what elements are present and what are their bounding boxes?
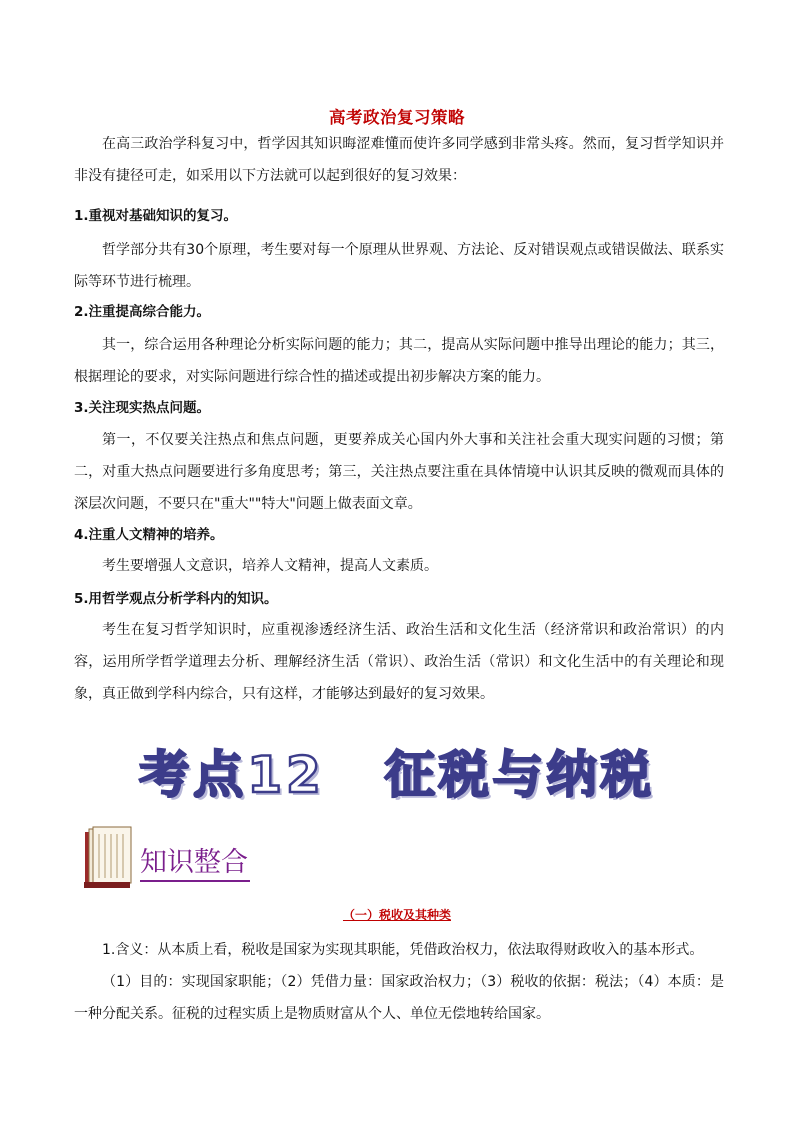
item-1-heading: 1.重视对基础知识的复习。	[74, 208, 238, 224]
topic-number: 考点12	[139, 746, 325, 804]
document-title: 高考政治复习策略	[329, 108, 465, 127]
item-1-body: 哲学部分共有30个原理，考生要对每一个原理从世界观、方法论、反对错误观点或错误做法、联系实际等环节进行梳理。	[74, 242, 724, 290]
subsection-title-text: （一）税收及其种类	[342, 908, 451, 922]
item-4-body: 考生要增强人文意识，培养人文精神，提高人文素质。	[102, 558, 438, 574]
intro-paragraph: 在高三政治学科复习中，哲学因其知识晦涩难懂而使许多同学感到非常头疼。然而，复习哲学知识并非没有捷径可走，如采用以下方法就可以起到很好的复习效果：	[74, 136, 724, 184]
item-3-heading: 3.关注现实热点问题。	[74, 400, 211, 416]
item-5-heading: 5.用哲学观点分析学科内的知识。	[74, 591, 278, 607]
item-4-heading: 4.注重人文精神的培养。	[74, 527, 224, 543]
item-2-body: 其一，综合运用各种理论分析实际问题的能力；其二，提高从实际问题中推导出理论的能力；其三，根据理论的要求，对实际问题进行综合性的描述或提出初步解决方案的能力。	[74, 337, 724, 385]
content-paragraph-1: 1.含义：从本质上看，税收是国家为实现其职能，凭借政治权力，依法取得财政收入的基本形式。	[102, 942, 704, 958]
book-icon	[82, 826, 134, 890]
section-banner: 知识整合	[140, 846, 250, 882]
item-3-body: 第一，不仅要关注热点和焦点问题，更要养成关心国内外大事和关注社会重大现实问题的习惯；第二，对重大热点问题要进行多角度思考；第三，关注热点要注重在具体情境中认识其反映的微观而具体的深层次问题，不要只在"重大""特大"问题上做表面文章。	[74, 432, 724, 512]
topic-title	[0, 740, 794, 810]
subsection-title	[0, 906, 794, 923]
item-2-heading: 2.注重提高综合能力。	[74, 304, 211, 320]
content-paragraph-2: （1）目的：实现国家职能；（2）凭借力量：国家政治权力；（3）税收的依据：税法；（4）本质：是一种分配关系。征税的过程实质上是物质财富从个人、单位无偿地转给国家。	[74, 974, 724, 1022]
topic-name: 征税与纳税	[384, 746, 655, 804]
item-5-body: 考生在复习哲学知识时，应重视渗透经济生活、政治生活和文化生活（经济常识和政治常识）的内容，运用所学哲学道理去分析、理解经济生活（常识）、政治生活（常识）和文化生活中的有关理论和现象，真正做到学科内综合，只有这样，才能够达到最好的复习效果。	[74, 622, 724, 702]
